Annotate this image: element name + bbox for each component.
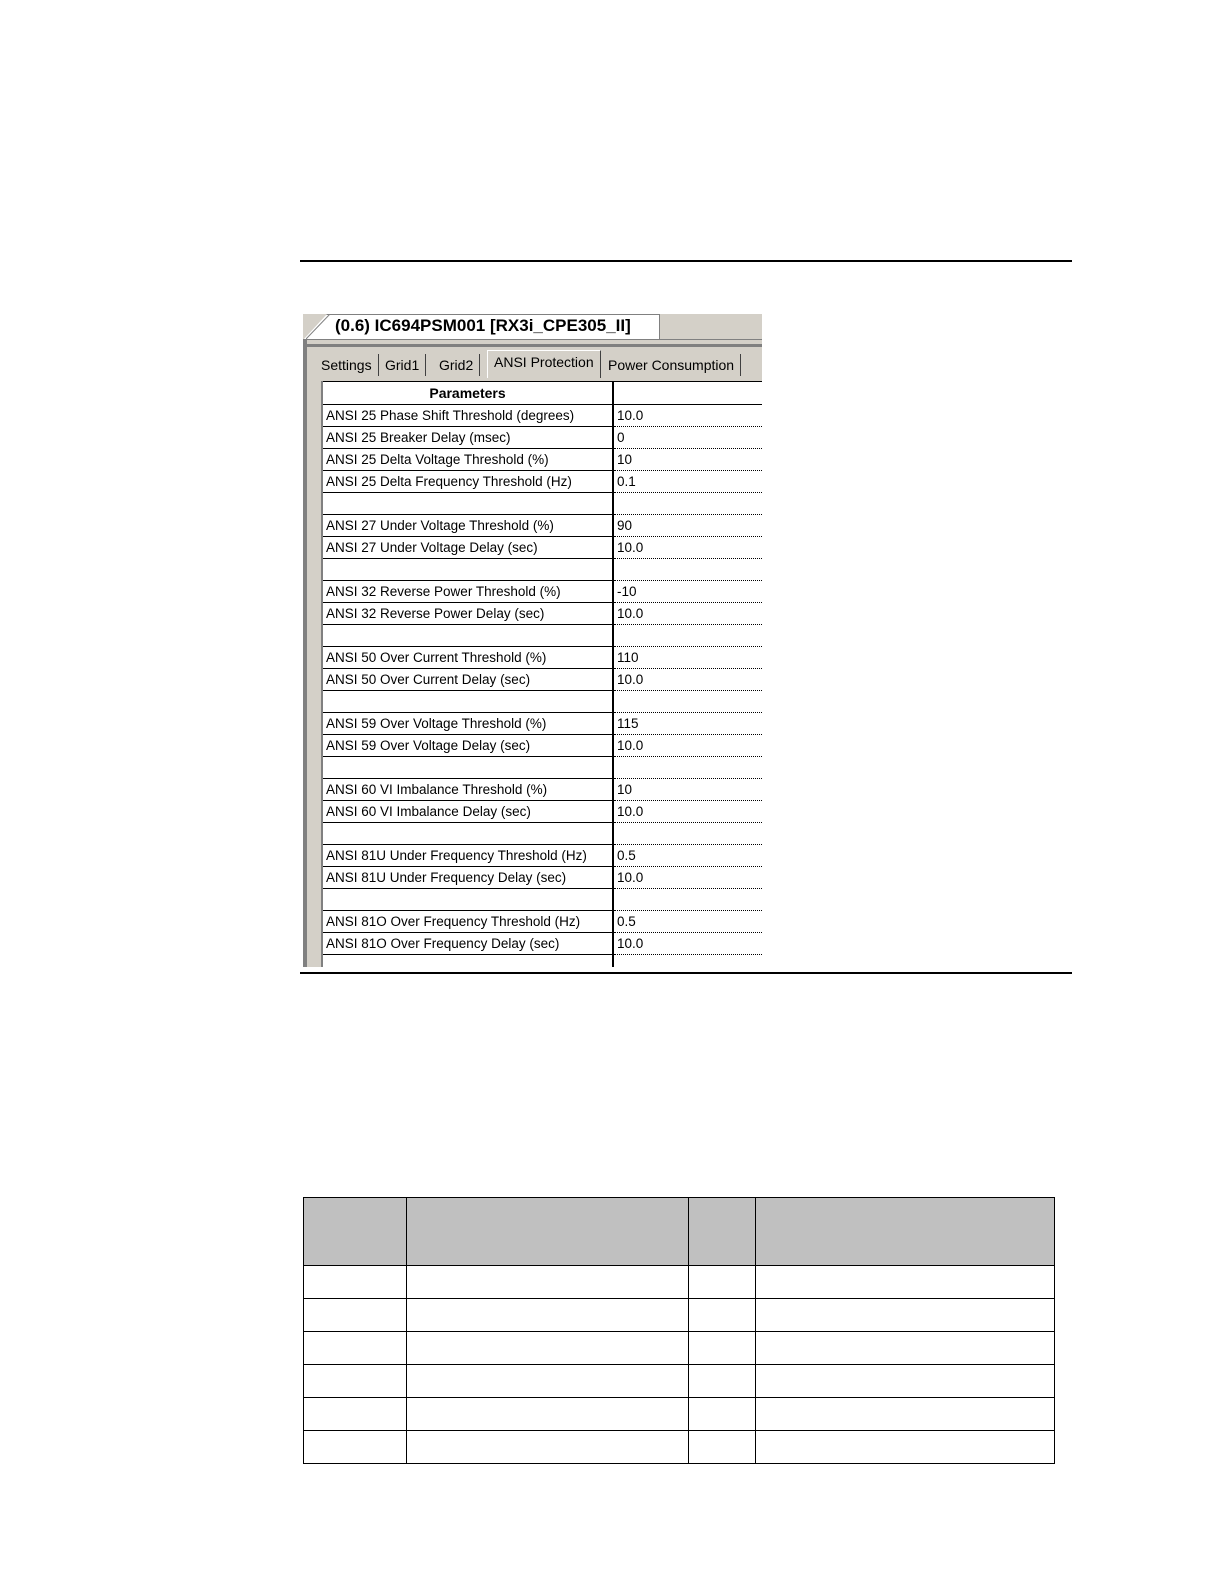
window-titlebar	[303, 314, 762, 340]
grid-row[interactable]	[323, 449, 762, 471]
empty-table-row	[304, 1299, 1055, 1332]
empty-table-cell	[689, 1332, 756, 1365]
parameter-value[interactable]: 90	[614, 515, 762, 537]
parameter-name: ANSI 25 Delta Voltage Threshold (%)	[323, 449, 614, 471]
grid-row[interactable]	[323, 669, 762, 691]
empty-table-cell	[407, 1365, 689, 1398]
empty-table-row	[304, 1365, 1055, 1398]
empty-table-cell	[407, 1431, 689, 1464]
empty-table-cell	[756, 1398, 1055, 1431]
parameter-name	[323, 823, 614, 845]
parameters-column-header: Parameters	[323, 382, 614, 404]
grid-row[interactable]	[323, 735, 762, 757]
parameter-name: ANSI 81O Over Frequency Delay (sec)	[323, 933, 614, 955]
grid-row[interactable]	[323, 427, 762, 449]
empty-table-cell	[756, 1266, 1055, 1299]
grid-row[interactable]	[323, 933, 762, 955]
grid-spacer-row[interactable]	[323, 691, 762, 713]
grid-row[interactable]	[323, 537, 762, 559]
empty-table-row	[304, 1266, 1055, 1299]
grid-row[interactable]	[323, 801, 762, 823]
parameter-name: ANSI 25 Phase Shift Threshold (degrees)	[323, 405, 614, 427]
parameter-name: ANSI 50 Over Current Delay (sec)	[323, 669, 614, 691]
grid-row[interactable]	[323, 867, 762, 889]
empty-table-header-row	[304, 1198, 1055, 1266]
parameter-name: ANSI 81U Under Frequency Delay (sec)	[323, 867, 614, 889]
empty-table-body	[304, 1266, 1055, 1464]
empty-table-cell	[756, 1365, 1055, 1398]
parameter-name	[323, 955, 614, 967]
parameter-value[interactable]: 10.0	[614, 735, 762, 757]
empty-table-row	[304, 1398, 1055, 1431]
parameter-value[interactable]: 10.0	[614, 603, 762, 625]
parameter-name: ANSI 60 VI Imbalance Delay (sec)	[323, 801, 614, 823]
panel-frame-left	[303, 340, 307, 967]
grid-row[interactable]	[323, 405, 762, 427]
empty-table-cell	[304, 1299, 407, 1332]
parameter-value[interactable]: 10.0	[614, 537, 762, 559]
empty-table-cell	[407, 1332, 689, 1365]
empty-table-cell	[304, 1332, 407, 1365]
parameter-value[interactable]: 115	[614, 713, 762, 735]
grid-spacer-row[interactable]	[323, 757, 762, 779]
parameter-value[interactable]	[614, 625, 762, 647]
tab-grid2[interactable]: Grid2	[433, 354, 480, 376]
parameter-value[interactable]: 10	[614, 449, 762, 471]
tab-strip	[315, 352, 762, 378]
parameter-name: ANSI 25 Delta Frequency Threshold (Hz)	[323, 471, 614, 493]
parameter-value[interactable]	[614, 823, 762, 845]
parameter-value[interactable]	[614, 757, 762, 779]
parameter-name	[323, 493, 614, 515]
empty-table-cell	[689, 1266, 756, 1299]
top-horizontal-rule	[300, 260, 1072, 262]
grid-row[interactable]	[323, 713, 762, 735]
parameter-name: ANSI 81O Over Frequency Threshold (Hz)	[323, 911, 614, 933]
empty-table-cell	[407, 1398, 689, 1431]
parameter-value[interactable]: 0	[614, 427, 762, 449]
empty-table-header-cell	[304, 1198, 407, 1266]
parameter-value[interactable]: 0.5	[614, 845, 762, 867]
parameter-value[interactable]: 10.0	[614, 405, 762, 427]
parameter-value[interactable]: 110	[614, 647, 762, 669]
grid-header	[323, 381, 762, 405]
empty-table-cell	[304, 1398, 407, 1431]
grid-row[interactable]	[323, 603, 762, 625]
panel-frame-top	[303, 344, 762, 347]
bottom-horizontal-rule	[300, 972, 1072, 974]
parameter-name: ANSI 60 VI Imbalance Threshold (%)	[323, 779, 614, 801]
parameter-name: ANSI 59 Over Voltage Threshold (%)	[323, 713, 614, 735]
empty-table-cell	[407, 1266, 689, 1299]
empty-table-cell	[407, 1299, 689, 1332]
empty-table-cell	[689, 1299, 756, 1332]
empty-table-cell	[689, 1365, 756, 1398]
tab-ansi-protection[interactable]: ANSI Protection	[487, 350, 601, 378]
parameter-value[interactable]: 10	[614, 779, 762, 801]
empty-table-header-cell	[689, 1198, 756, 1266]
empty-table-cell	[304, 1266, 407, 1299]
parameter-name	[323, 559, 614, 581]
grid-row[interactable]	[323, 515, 762, 537]
empty-table-header-cell	[407, 1198, 689, 1266]
parameter-name: ANSI 27 Under Voltage Delay (sec)	[323, 537, 614, 559]
parameter-name: ANSI 27 Under Voltage Threshold (%)	[323, 515, 614, 537]
grid-spacer-row[interactable]	[323, 559, 762, 581]
grid-row[interactable]	[323, 779, 762, 801]
parameter-value[interactable]: 10.0	[614, 933, 762, 955]
empty-table-cell	[756, 1431, 1055, 1464]
grid-row[interactable]	[323, 911, 762, 933]
empty-table-cell	[304, 1431, 407, 1464]
parameter-value[interactable]	[614, 493, 762, 515]
parameters-grid	[321, 381, 762, 967]
empty-table-cell	[689, 1398, 756, 1431]
grid-spacer-row[interactable]	[323, 625, 762, 647]
parameter-value[interactable]	[614, 691, 762, 713]
parameter-name	[323, 691, 614, 713]
grid-spacer-row[interactable]	[323, 823, 762, 845]
grid-row[interactable]	[323, 581, 762, 603]
grid-row[interactable]	[323, 845, 762, 867]
tab-power-consumption[interactable]: Power Consumption	[602, 354, 741, 376]
empty-table-cell	[689, 1431, 756, 1464]
parameter-name: ANSI 32 Reverse Power Delay (sec)	[323, 603, 614, 625]
empty-table-cell	[304, 1365, 407, 1398]
empty-table-row	[304, 1431, 1055, 1464]
grid-spacer-row[interactable]	[323, 955, 762, 967]
empty-table-header-cell	[756, 1198, 1055, 1266]
grid-row[interactable]	[323, 647, 762, 669]
parameter-name	[323, 625, 614, 647]
grid-body	[323, 405, 762, 967]
tab-grid1[interactable]: Grid1	[379, 354, 426, 376]
title-tab-slant	[306, 314, 336, 340]
title-divider	[303, 339, 762, 340]
parameter-value[interactable]: -10	[614, 581, 762, 603]
grid-spacer-row[interactable]	[323, 493, 762, 515]
parameter-name: ANSI 59 Over Voltage Delay (sec)	[323, 735, 614, 757]
parameter-value[interactable]: 10.0	[614, 669, 762, 691]
empty-table-cell	[756, 1332, 1055, 1365]
parameter-name: ANSI 32 Reverse Power Threshold (%)	[323, 581, 614, 603]
value-column-header	[614, 382, 762, 404]
parameter-value[interactable]: 10.0	[614, 801, 762, 823]
parameter-name	[323, 889, 614, 911]
empty-table-cell	[756, 1299, 1055, 1332]
parameter-value[interactable]: 10.0	[614, 867, 762, 889]
parameter-value[interactable]	[614, 889, 762, 911]
parameter-name: ANSI 25 Breaker Delay (msec)	[323, 427, 614, 449]
parameter-value[interactable]	[614, 955, 762, 967]
window-title: (0.6) IC694PSM001 [RX3i_CPE305_II]	[335, 316, 631, 335]
empty-table-row	[304, 1332, 1055, 1365]
configuration-screenshot	[303, 314, 762, 967]
grid-spacer-row[interactable]	[323, 889, 762, 911]
parameter-name: ANSI 50 Over Current Threshold (%)	[323, 647, 614, 669]
grid-row[interactable]	[323, 471, 762, 493]
parameter-name: ANSI 81U Under Frequency Threshold (Hz)	[323, 845, 614, 867]
parameter-value[interactable]: 0.5	[614, 911, 762, 933]
parameter-name	[323, 757, 614, 779]
empty-table	[303, 1197, 1055, 1464]
parameter-value[interactable]: 0.1	[614, 471, 762, 493]
parameter-value[interactable]	[614, 559, 762, 581]
tab-settings[interactable]: Settings	[315, 354, 379, 376]
